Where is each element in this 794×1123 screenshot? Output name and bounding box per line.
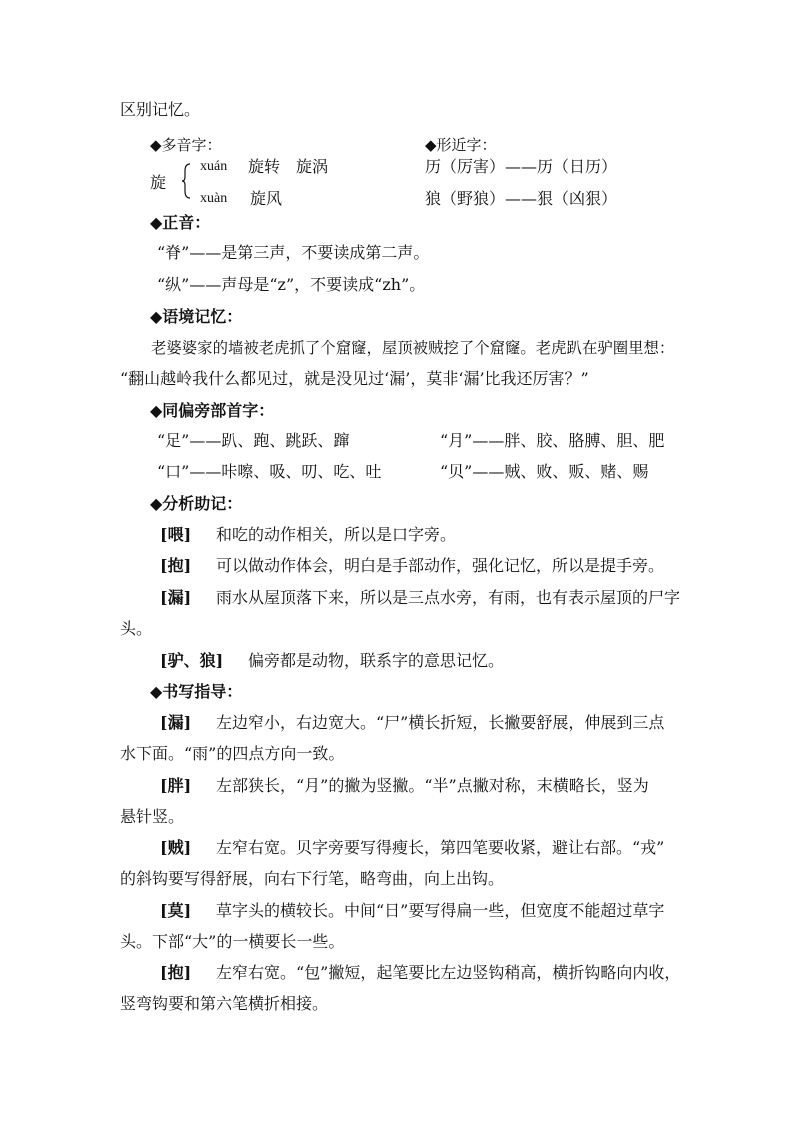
context-heading: ◆语境记忆： [150, 307, 243, 326]
writing-tag: [莫] [160, 901, 192, 920]
writing-text-cont: 悬针竖。 [120, 807, 185, 826]
polyphonic-words-1: 旋转 旋涡 [248, 157, 329, 176]
pinyin-xuan4: xuàn [200, 191, 228, 206]
context-line-2: “翻山越岭我什么都见过，就是没见过‘漏’，莫非‘漏’比我还厉害？” [120, 369, 589, 388]
analysis-text: 雨水从屋顶落下来，所以是三点水旁，有雨，也有表示屋顶的尸字 [216, 588, 681, 607]
polyphonic-heading: ◆多音字： [150, 136, 222, 154]
writing-tag: [胖] [160, 776, 192, 795]
pronunciation-line-1: “脊”——是第三声，不要读成第二声。 [157, 243, 430, 262]
analysis-text: 偏旁都是动物，联系字的意思记忆。 [248, 651, 505, 670]
pronunciation-heading: ◆正音： [150, 213, 211, 232]
writing-tag: [漏] [160, 713, 192, 732]
similar-row-1: 历（厉害）——历（日历） [425, 157, 618, 176]
similar-row-2: 狼（野狼）——狠（凶狠） [425, 189, 618, 208]
writing-text-cont: 头。下部“大”的一横要长一些。 [120, 932, 345, 951]
analysis-heading: ◆分析助记： [150, 494, 243, 513]
analysis-text: 可以做动作体会，明白是手部动作，强化记忆，所以是提手旁。 [216, 556, 665, 575]
pronunciation-line-2: “纵”——声母是“z”，不要读成“zh”。 [157, 275, 426, 294]
radical-moon: “月”——胖、胶、胳膊、胆、肥 [440, 431, 665, 450]
writing-text: 左窄右宽。贝字旁要写得瘦长，第四笔要收紧，避让右部。“戎” [216, 838, 665, 857]
writing-text: 左部狭长，“月”的撇为竖撇。“半”点撇对称，末横略长，竖为 [216, 776, 649, 795]
writing-text: 左窄右宽。“包”撇短，起笔要比左边竖钩稍高，横折钩略向内收， [216, 963, 681, 982]
writing-tag: [贼] [160, 838, 192, 857]
writing-text-cont: 水下面。“雨”的四点方向一致。 [120, 744, 345, 763]
analysis-tag: [漏] [160, 588, 192, 607]
analysis-tag: [驴、狼] [160, 651, 224, 670]
context-line-1: 老婆婆家的墙被老虎抓了个窟窿，屋顶被贼挖了个窟窿。老虎趴在驴圈里想： [151, 339, 675, 357]
writing-tag: [抱] [160, 963, 192, 982]
radical-foot: “足”——趴、跑、跳跃、蹿 [157, 431, 350, 450]
writing-heading: ◆书写指导： [150, 682, 243, 701]
radicals-heading: ◆同偏旁部首字： [150, 401, 275, 420]
writing-text: 左边窄小，右边宽大。“尸”横长折短，长撇要舒展，伸展到三点 [216, 713, 665, 732]
polyphonic-char: 旋 [150, 173, 167, 192]
writing-text-cont: 竖弯钩要和第六笔横折相接。 [120, 994, 329, 1013]
writing-text-cont: 的斜钩要写得舒展，向右下行笔，略弯曲，向上出钩。 [120, 869, 505, 888]
brace-icon [181, 163, 191, 199]
analysis-tag: [喂] [160, 525, 192, 544]
radical-mouth: “口”——咔嚓、吸、叨、吃、吐 [157, 462, 382, 481]
polyphonic-words-2: 旋风 [250, 189, 283, 208]
analysis-tag: [抱] [160, 556, 192, 575]
radical-shell: “贝”——贼、败、贩、赌、赐 [440, 462, 649, 481]
intro-text: 区别记忆。 [120, 100, 201, 119]
analysis-text-cont: 头。 [120, 619, 153, 638]
similar-heading: ◆形近字： [425, 136, 497, 154]
analysis-text: 和吃的动作相关，所以是口字旁。 [216, 525, 457, 544]
writing-text: 草字头的横较长。中间“日”要写得扁一些，但宽度不能超过草字 [216, 901, 665, 920]
pinyin-xuan2: xuán [200, 159, 228, 174]
